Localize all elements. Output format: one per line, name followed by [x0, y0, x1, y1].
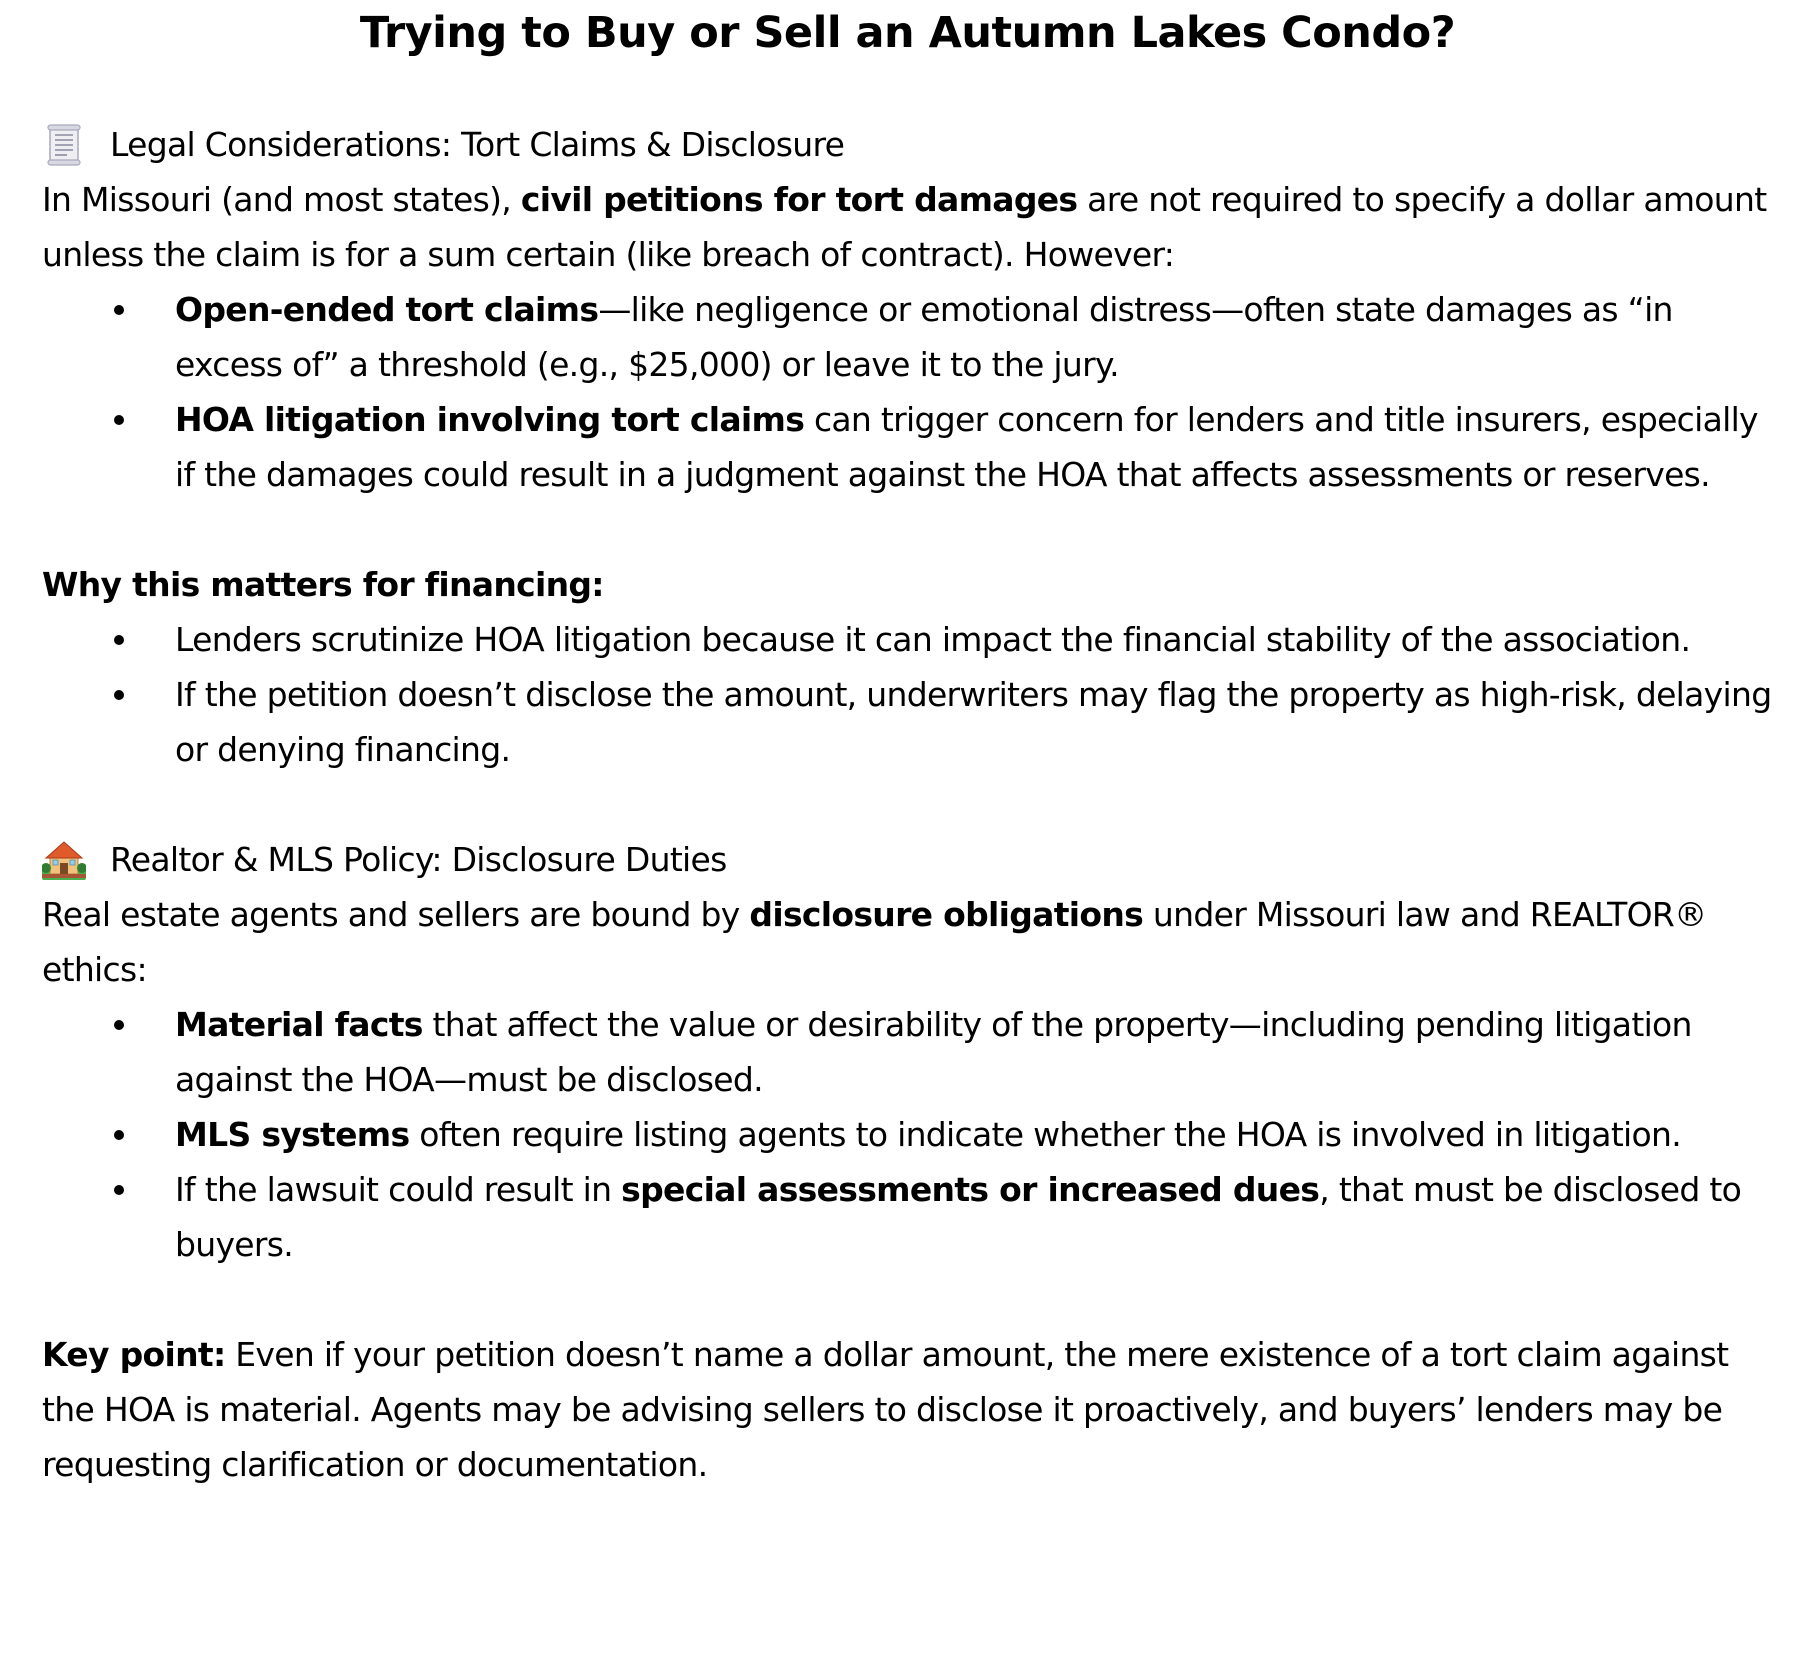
list-item: [42, 1107, 1773, 1162]
intro-bold-text: disclosure obligations: [749, 895, 1144, 934]
realtor-mls-heading: [42, 832, 1773, 887]
intro-bold-text: civil petitions for tort damages: [520, 180, 1078, 219]
realtor-intro-paragraph: [42, 887, 1773, 997]
list-item: [42, 282, 1773, 392]
bullet-bold-text: HOA litigation involving tort claims: [175, 400, 805, 439]
intro-text: Real estate agents and sellers are bound by: [42, 895, 750, 934]
bullet-bold-text: special assessments or increased dues: [621, 1170, 1320, 1209]
list-item: Lenders scrutinize HOA litigation because it can impact the financial stability of the association.: [42, 612, 1773, 667]
bullet-text: If the lawsuit could result in: [175, 1170, 622, 1209]
bullet-text: , that must be disclosed to buyers.: [175, 1170, 1742, 1264]
spacer: [42, 1272, 1773, 1327]
key-point-text: Even if your petition doesn’t name a dollar amount, the mere existence of a tort claim against the HOA is material. Agents may be advising sellers to disclose it proactively, and buyers’ lenders may be requesting clarification or documentation.: [42, 1335, 1729, 1484]
key-point-label: Key point:: [42, 1335, 226, 1374]
scroll-icon: [42, 123, 86, 167]
bullet-bold-text: MLS systems: [175, 1115, 410, 1154]
section-heading-text: Legal Considerations: Tort Claims & Disclosure: [110, 125, 845, 164]
intro-text: are not required to specify a dollar amount unless the claim is for a sum certain (like breach of contract). However:: [42, 180, 1767, 274]
legal-intro-paragraph: [42, 172, 1773, 282]
bullet-text: that affect the value or desirability of the property—including pending litigation against the HOA—must be disclosed.: [175, 1005, 1692, 1099]
house-with-garden-icon: [42, 838, 86, 882]
key-point-paragraph: [42, 1327, 1773, 1492]
realtor-bullet-list: [42, 997, 1773, 1272]
financing-heading: [42, 557, 1773, 612]
intro-text: under Missouri law and REALTOR® ethics:: [42, 895, 1707, 989]
bullet-text: can trigger concern for lenders and title insurers, especially if the damages could result in a judgment against the HOA that affects assessments or reserves.: [175, 400, 1758, 494]
legal-bullet-list: [42, 282, 1773, 502]
list-item: [42, 392, 1773, 502]
spacer: [42, 502, 1773, 557]
spacer: [42, 62, 1773, 117]
bullet-text: —like negligence or emotional distress—often state damages as “in excess of” a threshold (e.g., $25,000) or leave it to the jury.: [175, 290, 1673, 384]
bullet-bold-text: Open-ended tort claims: [175, 290, 599, 329]
list-item: If the petition doesn’t disclose the amount, underwriters may flag the property as high-risk, delaying or denying financing.: [42, 667, 1773, 777]
list-item: [42, 997, 1773, 1107]
legal-considerations-heading: [42, 117, 1773, 172]
section-heading-text: Realtor & MLS Policy: Disclosure Duties: [110, 840, 727, 879]
spacer: [42, 777, 1773, 832]
financing-heading-text: Why this matters for financing:: [42, 565, 604, 604]
bullet-bold-text: Material facts: [175, 1005, 423, 1044]
financing-bullet-list: [42, 612, 1773, 777]
document-body: [42, 62, 1773, 1492]
bullet-text: often require listing agents to indicate whether the HOA is involved in litigation.: [409, 1115, 1682, 1154]
list-item: [42, 1162, 1773, 1272]
intro-text: In Missouri (and most states),: [42, 180, 521, 219]
page-title: Trying to Buy or Sell an Autumn Lakes Condo?: [359, 8, 1456, 58]
